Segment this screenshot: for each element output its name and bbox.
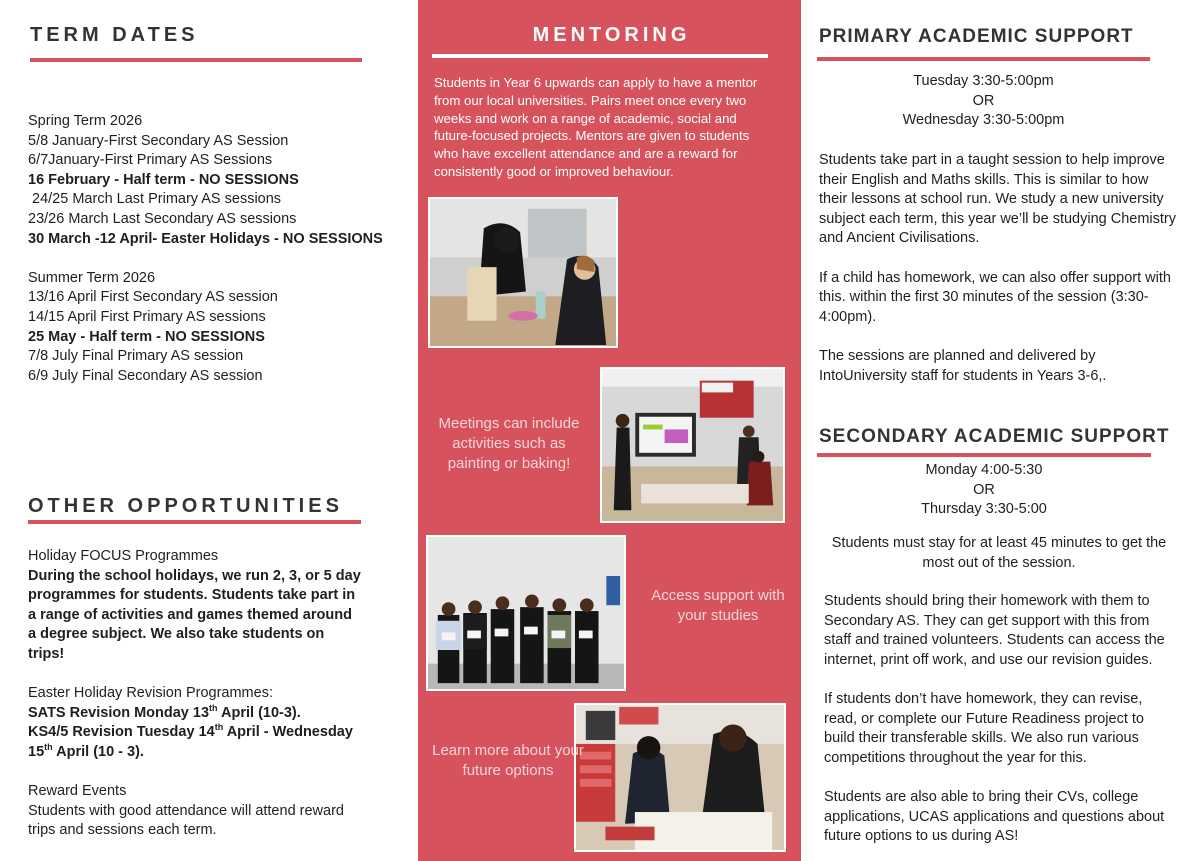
term-date-line: 6/9 July Final Secondary AS session [28, 367, 263, 384]
secondary-support-heading: SECONDARY ACADEMIC SUPPORT [819, 426, 1170, 447]
left-column [0, 0, 418, 861]
primary-support-rule [817, 57, 1150, 61]
reward-title: Reward Events [28, 783, 127, 800]
other-opportunities-rule [28, 520, 361, 524]
ks-revision: KS4/5 Revision Tuesday 14th April - Wednesday 15th April (10 - 3). [28, 722, 353, 760]
term-dates-rule [30, 58, 362, 62]
student-group-photo [426, 535, 626, 691]
secondary-or: OR [973, 481, 995, 498]
easter-title: Easter Holiday Revision Programmes: [28, 685, 273, 702]
sats-revision: SATS Revision Monday 13th April (10-3). [28, 702, 301, 721]
term-date-line: 14/15 April First Primary AS sessions [28, 308, 266, 325]
mentoring-intro: Students in Year 6 upwards can apply to have a mentor from our local universities. Pairs meet once every two weeks and work on a range of academic, social and future-focused projects. Mentors are given to students who have excellent attendance and are a reward for consistently good or improved behaviour. [434, 75, 758, 179]
primary-time-2: Wednesday 3:30-5:00pm [902, 112, 1065, 129]
mentoring-rule [432, 54, 768, 58]
mentoring-photo-crafts [428, 197, 618, 348]
term-dates-heading: TERM DATES [30, 24, 199, 46]
secondary-time-2: Thursday 3:30-5:00 [921, 501, 1047, 518]
secondary-note: Students must stay for at least 45 minutes to get the most out of the session. [831, 535, 1167, 571]
term-date-line: 25 May - Half term - NO SESSIONS [28, 328, 265, 345]
term-dates-list [28, 112, 383, 386]
right-column [801, 0, 1200, 861]
caption-support: Access support with your studies [651, 587, 785, 624]
reward-body: Students with good attendance will attend reward trips and sessions each term. [28, 802, 344, 839]
caption-activities: Meetings can include activities such as painting or baking! [438, 415, 580, 472]
secondary-body [824, 592, 1178, 847]
term-date-line: 24/25 March Last Primary AS sessions [28, 191, 282, 208]
mentoring-column [418, 0, 801, 861]
term-date-line: 16 February - Half term - NO SESSIONS [28, 171, 299, 188]
primary-paragraph: The sessions are planned and delivered by IntoUniversity staff for students in Years 3-6,. [819, 347, 1107, 384]
primary-time-1: Tuesday 3:30-5:00pm [913, 73, 1054, 89]
term-date-line: 5/8 January-First Secondary AS Session [28, 132, 289, 149]
term-date-line: 13/16 April First Secondary AS session [28, 289, 278, 306]
secondary-paragraph: Students are also able to bring their CVs, college applications, UCAS applications and questions about future options to us during AS! [824, 788, 1165, 845]
term-date-line: 7/8 July Final Primary AS session [28, 348, 244, 365]
mentoring-heading: MENTORING [532, 24, 691, 46]
classroom-presentation-photo [600, 367, 785, 523]
primary-paragraph: If a child has homework, we can also offer support with this. within the first 30 minutes of the session (3:30-4:00pm). [819, 269, 1171, 325]
tutoring-photo [574, 703, 786, 852]
secondary-paragraph: If students don’t have homework, they can revise, read, or complete our Future Readiness project to build their transferable skills. We also run various competitions throughout the year for this. [824, 690, 1144, 766]
summer-term-title: Summer Term 2026 [28, 269, 156, 286]
focus-title: Holiday FOCUS Programmes [28, 548, 219, 564]
secondary-paragraph: Students should bring their homework with them to Secondary AS. They can get support with this from staff and trained volunteers. Students can access the internet, print off work, and use our revision guides. [824, 593, 1165, 668]
secondary-time-1: Monday 4:00-5:30 [925, 462, 1043, 478]
primary-or: OR [972, 92, 995, 109]
term-date-line: 23/26 March Last Secondary AS sessions [28, 210, 297, 227]
primary-body [819, 151, 1179, 386]
other-opportunities-body [28, 547, 363, 841]
focus-body: During the school holidays, we run 2, 3, or 5 day programmes for students. Students take part in a range of activities and games themed around a degree subject. We also take students on trips! [28, 567, 361, 662]
secondary-support-rule [817, 453, 1151, 457]
caption-future: Learn more about your future options [432, 742, 584, 779]
primary-support-heading: PRIMARY ACADEMIC SUPPORT [819, 26, 1134, 47]
other-opportunities-heading: OTHER OPPORTUNITIES [28, 495, 343, 517]
primary-paragraph: Students take part in a taught session to help improve their English and Maths skills. This is similar to how their lessons at school run. We study a new university subject each term, this year we’ll be studying Chemistry and Ancient Civilisations. [819, 152, 1177, 247]
secondary-times [817, 461, 1151, 520]
spring-term-title: Spring Term 2026 [28, 113, 143, 129]
term-date-line: 6/7January-First Primary AS Sessions [28, 152, 273, 169]
term-date-line: 30 March -12 April- Easter Holidays - NO SESSIONS [28, 230, 383, 247]
primary-times [817, 72, 1150, 131]
